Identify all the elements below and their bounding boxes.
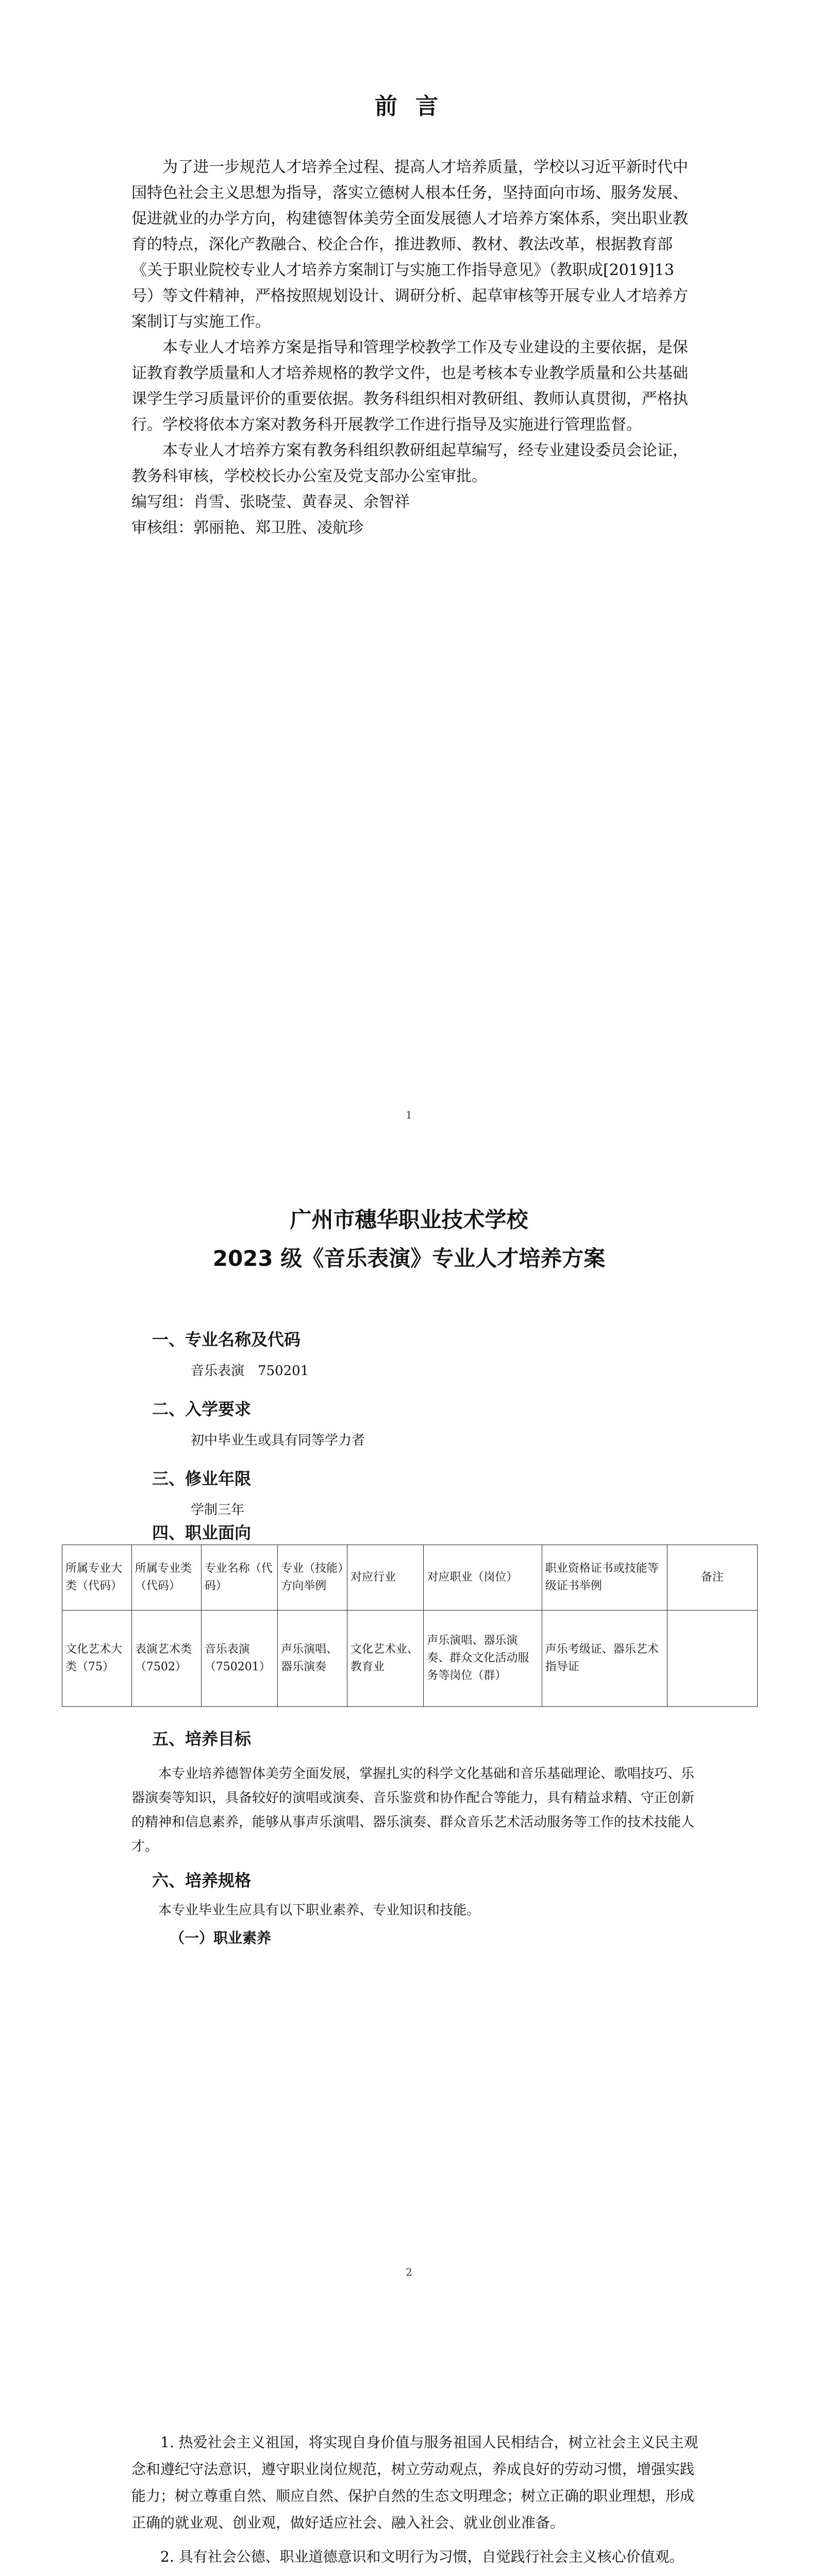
table-header-cell: 职业资格证书或技能等级证书举例 bbox=[542, 1545, 667, 1611]
section-heading: 一、专业名称及代码 bbox=[152, 1330, 301, 1349]
table-cell bbox=[667, 1611, 757, 1707]
preface-paragraph: 本专业人才培养方案是指导和管理学校教学工作及专业建设的主要依据，是保证教育教学质量和人才培养规格的教学文件，也是考核本专业教学质量和公共基础课学生学习质量评价的重要依据。教务科组织相对教研组、教师认真贯彻，严格执行。学校将依本方案对教务科开展教学工作进行指导及实施进行管理监督。 bbox=[131, 338, 688, 434]
paragraph: 本专业毕业生应具有以下职业素养、专业知识和技能。 bbox=[158, 1903, 480, 1918]
table-cell: 声乐演唱、器乐演奏、群众文化活动服务等岗位（群） bbox=[424, 1611, 542, 1707]
preface-paragraph: 为了进一步规范人才培养全过程、提高人才培养质量，学校以习近平新时代中国特色社会主义思想为指导，落实立德树人根本任务，坚持面向市场、服务发展、促进就业的办学方向，构建德智体美劳全面发展德人才培养方案体系，突出职业教育的特点，深化产教融合、校企合作，推进教师、教材、教法改革，根据教育部《关于职业院校专业人才培养方案制订与实施工作指导意见》（教职成[2019]13 号）等文件精神，严格按照规划设计、调研分析、起草审核等开展专业人才培养方案制订与实施工作。 bbox=[131, 158, 688, 331]
table-header-cell: 所属专业类（代码） bbox=[131, 1545, 201, 1611]
table-header-cell: 对应行业 bbox=[347, 1545, 424, 1611]
career-table bbox=[62, 1545, 758, 1707]
table-cell: 音乐表演（750201） bbox=[201, 1611, 277, 1707]
table-header-cell: 专业名称（代码） bbox=[201, 1545, 277, 1611]
preface-paragraph: 本专业人才培养方案有教务科组织教研组起草编写，经专业建设委员会论证，教务科审核，学校校长办公室及党支部办公室审批。 bbox=[131, 442, 688, 485]
section-heading: 二、入学要求 bbox=[152, 1399, 252, 1419]
table-header-cell: 专业（技能）方向举例 bbox=[278, 1545, 347, 1611]
training-goal bbox=[131, 1762, 706, 1859]
school-name: 广州市穗华职业技术学校 bbox=[290, 1207, 528, 1232]
page-1 bbox=[0, 0, 818, 1157]
table-cell: 声乐演唱、器乐演奏 bbox=[278, 1611, 347, 1707]
section-text: 学制三年 bbox=[191, 1502, 245, 1518]
reviewers-line: 审核组：郭丽艳、郑卫胜、凌航珍 bbox=[131, 519, 363, 537]
section-heading: 六、培养规格 bbox=[152, 1871, 252, 1890]
table-header-cell: 对应职业（岗位） bbox=[424, 1545, 542, 1611]
table-cell: 表演艺术类（7502） bbox=[131, 1611, 201, 1707]
table-header-cell: 所属专业大类（代码） bbox=[62, 1545, 132, 1611]
professional-quality-list bbox=[131, 2429, 706, 2576]
section-heading: 五、培养目标 bbox=[152, 1729, 252, 1749]
table-cell: 文化艺术业、教育业 bbox=[347, 1611, 424, 1707]
section-text: 音乐表演 750201 bbox=[191, 1363, 309, 1379]
table-header-row bbox=[62, 1545, 758, 1611]
page-2 bbox=[0, 1157, 818, 2314]
section-heading: 四、职业面向 bbox=[152, 1523, 252, 1543]
table-header-cell: 备注 bbox=[667, 1545, 757, 1611]
page-title: 前 言 bbox=[374, 93, 444, 120]
section-text: 初中毕业生或具有同等学力者 bbox=[191, 1433, 365, 1448]
list-item: 2. 具有社会公德、职业道德意识和文明行为习惯，自觉践行社会主义核心价值观。 bbox=[160, 2548, 684, 2565]
page-number: 2 bbox=[406, 2266, 412, 2278]
training-spec bbox=[131, 1899, 706, 1923]
plan-title: 2023 级《音乐表演》专业人才培养方案 bbox=[212, 1246, 606, 1271]
editors-line: 编写组：肖雪、张晓莹、黄春灵、余智祥 bbox=[131, 493, 410, 511]
table-cell: 文化艺术大类（75） bbox=[62, 1611, 132, 1707]
section-heading: 三、修业年限 bbox=[152, 1469, 252, 1488]
sub-heading: （一）职业素养 bbox=[170, 1929, 272, 1946]
table-cell: 声乐考级证、器乐艺术指导证 bbox=[542, 1611, 667, 1707]
preface-body bbox=[131, 155, 698, 541]
paragraph: 本专业培养德智体美劳全面发展，掌握扎实的科学文化基础和音乐基础理论、歌唱技巧、乐器演奏等知识，具备较好的演唱或演奏、音乐鉴赏和协作配合等能力，具有精益求精、守正创新的精神和信息素养，能够从事声乐演唱、器乐演奏、群众音乐艺术活动服务等工作的技术技能人才。 bbox=[131, 1766, 695, 1854]
table-row bbox=[62, 1611, 758, 1707]
list-item: 1. 热爱社会主义祖国，将实现自身价值与服务祖国人民相结合，树立社会主义民主观念和遵纪守法意识，遵守职业岗位规范，树立劳动观点，养成良好的劳动习惯，增强实践能力；树立尊重自然、顺应自然、保护自然的生态文明理念；树立正确的职业理想，形成正确的就业观、创业观，做好适应社会、融入社会、就业创业准备。 bbox=[131, 2434, 698, 2531]
page-number: 1 bbox=[406, 1109, 412, 1121]
